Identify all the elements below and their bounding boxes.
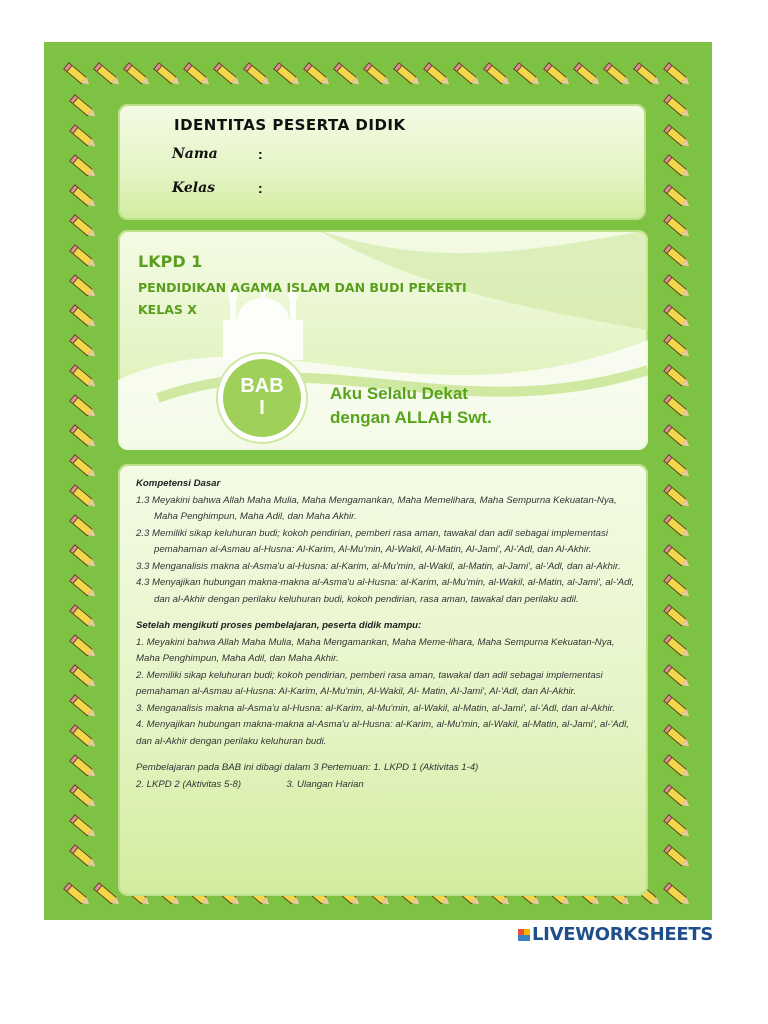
pencil-icon [396,65,422,89]
objective-item: 4. Menyajikan hubungan makna-makna al-Asma'u al-Husna: al-Karim, al-Mu'min, al-Wakil, al-Matin, al-Jami', al-'Adl, dan al-Akhir dengan perilaku keluhuran budi. [136,719,629,747]
pencil-icon [666,427,692,451]
pencil-icon [516,65,542,89]
pencil-icon [666,307,692,331]
pencil-icon [666,217,692,241]
pencil-icon [72,457,98,481]
pencil-icon [66,885,92,909]
objective-item: 1. Meyakini bahwa Allah Maha Mulia, Maha Mengamankan, Maha Meme-lihara, Maha Sempurna Kekuatan-Nya, Maha Penghimpun, Maha Adil, dan Maha Akhir. [136,636,615,664]
pencil-icon [72,247,98,271]
brand-text: LIVEWORKSHEETS [532,924,714,945]
pencil-icon [666,787,692,811]
chapter-heading-line1: Aku Selalu Dekat [330,384,468,403]
pencil-icon [666,65,692,89]
subject-title: PENDIDIKAN AGAMA ISLAM DAN BUDI PEKERTI [138,280,467,295]
pencil-icon [666,127,692,151]
content-text [136,476,636,793]
pencil-icon [72,367,98,391]
pencil-icon [66,65,92,89]
competency-item: 4.3 Menyajikan hubungan makna-makna al-Asma'u al-Husna: al-Karim, al-Mu'min, al-Wakil, al-Matin, al-Jami', al-'Adl, dan al-Akhir dengan perilaku keluhuran budi, kokoh pendirian, rasa aman, tawakal dan perilaku adil. [136,577,635,605]
pencil-icon [72,847,98,871]
pencil-icon [666,607,692,631]
mosque-silhouette-icon [223,287,303,360]
class-label: Kelas [172,180,216,196]
pencil-icon [126,65,152,89]
content-panel [118,464,648,896]
pencil-icon [72,817,98,841]
schedule-item-3: 3. Ulangan Harian [286,778,364,790]
pencil-icon [72,757,98,781]
pencil-icon [666,847,692,871]
pencil-icon [72,307,98,331]
pencil-icon [666,397,692,421]
pencil-icon [72,277,98,301]
pencil-icon [216,65,242,89]
pencil-icon [666,337,692,361]
pencil-icon [666,457,692,481]
pencil-icon [486,65,512,89]
bab-badge [218,354,306,442]
pencil-icon [546,65,572,89]
pencil-icon [666,727,692,751]
pencil-icon [72,187,98,211]
pencil-icon [636,65,662,89]
pencil-icon [72,517,98,541]
pencil-icon [666,757,692,781]
class-colon: : [258,180,263,196]
schedule-items [136,777,636,794]
pencil-icon [426,65,452,89]
schedule-line: Pembelajaran pada BAB ini dibagi dalam 3 Pertemuan: 1. LKPD 1 (Aktivitas 1-4) [136,762,479,773]
pencil-icon [666,637,692,661]
pencil-icon [666,517,692,541]
competency-item: 3.3 Menganalisis makna al-Asma'u al-Husna: al-Karim, al-Mu'min, al-Wakil, al-Matin, al-Jami', al-'Adl, dan al-Akhir. [136,560,621,572]
pencil-icon [456,65,482,89]
grade-title: KELAS X [138,302,197,317]
pencil-icon [666,697,692,721]
pencil-icon [666,817,692,841]
name-row [172,146,218,162]
pencil-icon [246,65,272,89]
chapter-heading [330,382,492,430]
lkpd-title: LKPD 1 [138,252,203,271]
pencil-icon [336,65,362,89]
pencil-icon [96,65,122,89]
objectives-title: Setelah mengikuti proses pembelajaran, peserta didik mampu: [136,620,422,631]
cover-panel [118,230,648,450]
schedule-item-2: 2. LKPD 2 (Aktivitas 5-8) [136,778,242,790]
pencil-icon [186,65,212,89]
pencil-icon [72,427,98,451]
bab-number: I [259,397,265,419]
pencil-icon [576,65,602,89]
objective-item: 3. Menganalisis makna al-Asma'u al-Husna: al-Karim, al-Mu'min, al-Wakil, al-Matin, al-Jami', al-'Adl, dan al-Akhir. [136,702,616,714]
bab-label: BAB [240,375,284,397]
pencil-icon [666,187,692,211]
pencil-icon [606,65,632,89]
name-label: Nama [172,146,218,162]
competency-title: Kompetensi Dasar [136,478,221,489]
chapter-heading-line2: dengan ALLAH Swt. [330,408,492,427]
pencil-icon [72,217,98,241]
pencil-icon [72,127,98,151]
pencil-icon [276,65,302,89]
pencil-icon [72,397,98,421]
pencil-icon [72,157,98,181]
pencil-icon [366,65,392,89]
pencil-icon [72,727,98,751]
pencil-icon [666,277,692,301]
logo-square-icon [518,929,530,941]
pencil-icon [72,787,98,811]
identity-panel [118,104,646,220]
class-row [172,180,215,196]
pencil-icon [156,65,182,89]
pencil-icon [666,97,692,121]
competency-item: 1.3 Meyakini bahwa Allah Maha Mulia, Maha Mengamankan, Maha Memelihara, Maha Sempurna Kekuatan-Nya, Maha Penghimpun, Maha Adil, dan Maha Akhir. [136,494,617,522]
pencil-icon [666,547,692,571]
liveworksheets-logo [518,924,713,945]
pencil-icon [666,157,692,181]
pencil-icon [72,607,98,631]
pencil-icon [666,577,692,601]
pencil-icon [666,367,692,391]
pencil-icon [72,667,98,691]
identity-title: IDENTITAS PESERTA DIDIK [174,116,406,134]
pencil-icon [666,885,692,909]
pencil-icon [72,337,98,361]
pencil-icon [72,697,98,721]
pencil-icon [72,547,98,571]
pencil-icon [666,667,692,691]
objective-item: 2. Memiliki sikap keluhuran budi; kokoh pendirian, pemberi rasa aman, tawakal dan adil sebagai implementasi pemahaman al-Asmau al-Husna: Al-Karim, Al-Mu'min, Al-Wakil, Al- Matin, Al-Jami', Al-'Adl, dan Al-Akhir. [136,669,603,697]
pencil-icon [666,247,692,271]
pencil-icon [72,577,98,601]
pencil-icon [72,637,98,661]
pencil-icon [666,487,692,511]
pencil-icon [306,65,332,89]
competency-item: 2.3 Memiliki sikap keluhuran budi; kokoh pendirian, pemberi rasa aman, tawakal dan adil sebagai implementasi pemahaman al-Asmau al-Husna: Al-Karim, Al-Mu'min, Al-Wakil, Al-Matin, Al-Jami', Al-'Adl, dan Al-Akhir. [136,527,608,555]
name-colon: : [258,146,263,162]
pencil-icon [72,487,98,511]
pencil-icon [72,97,98,121]
